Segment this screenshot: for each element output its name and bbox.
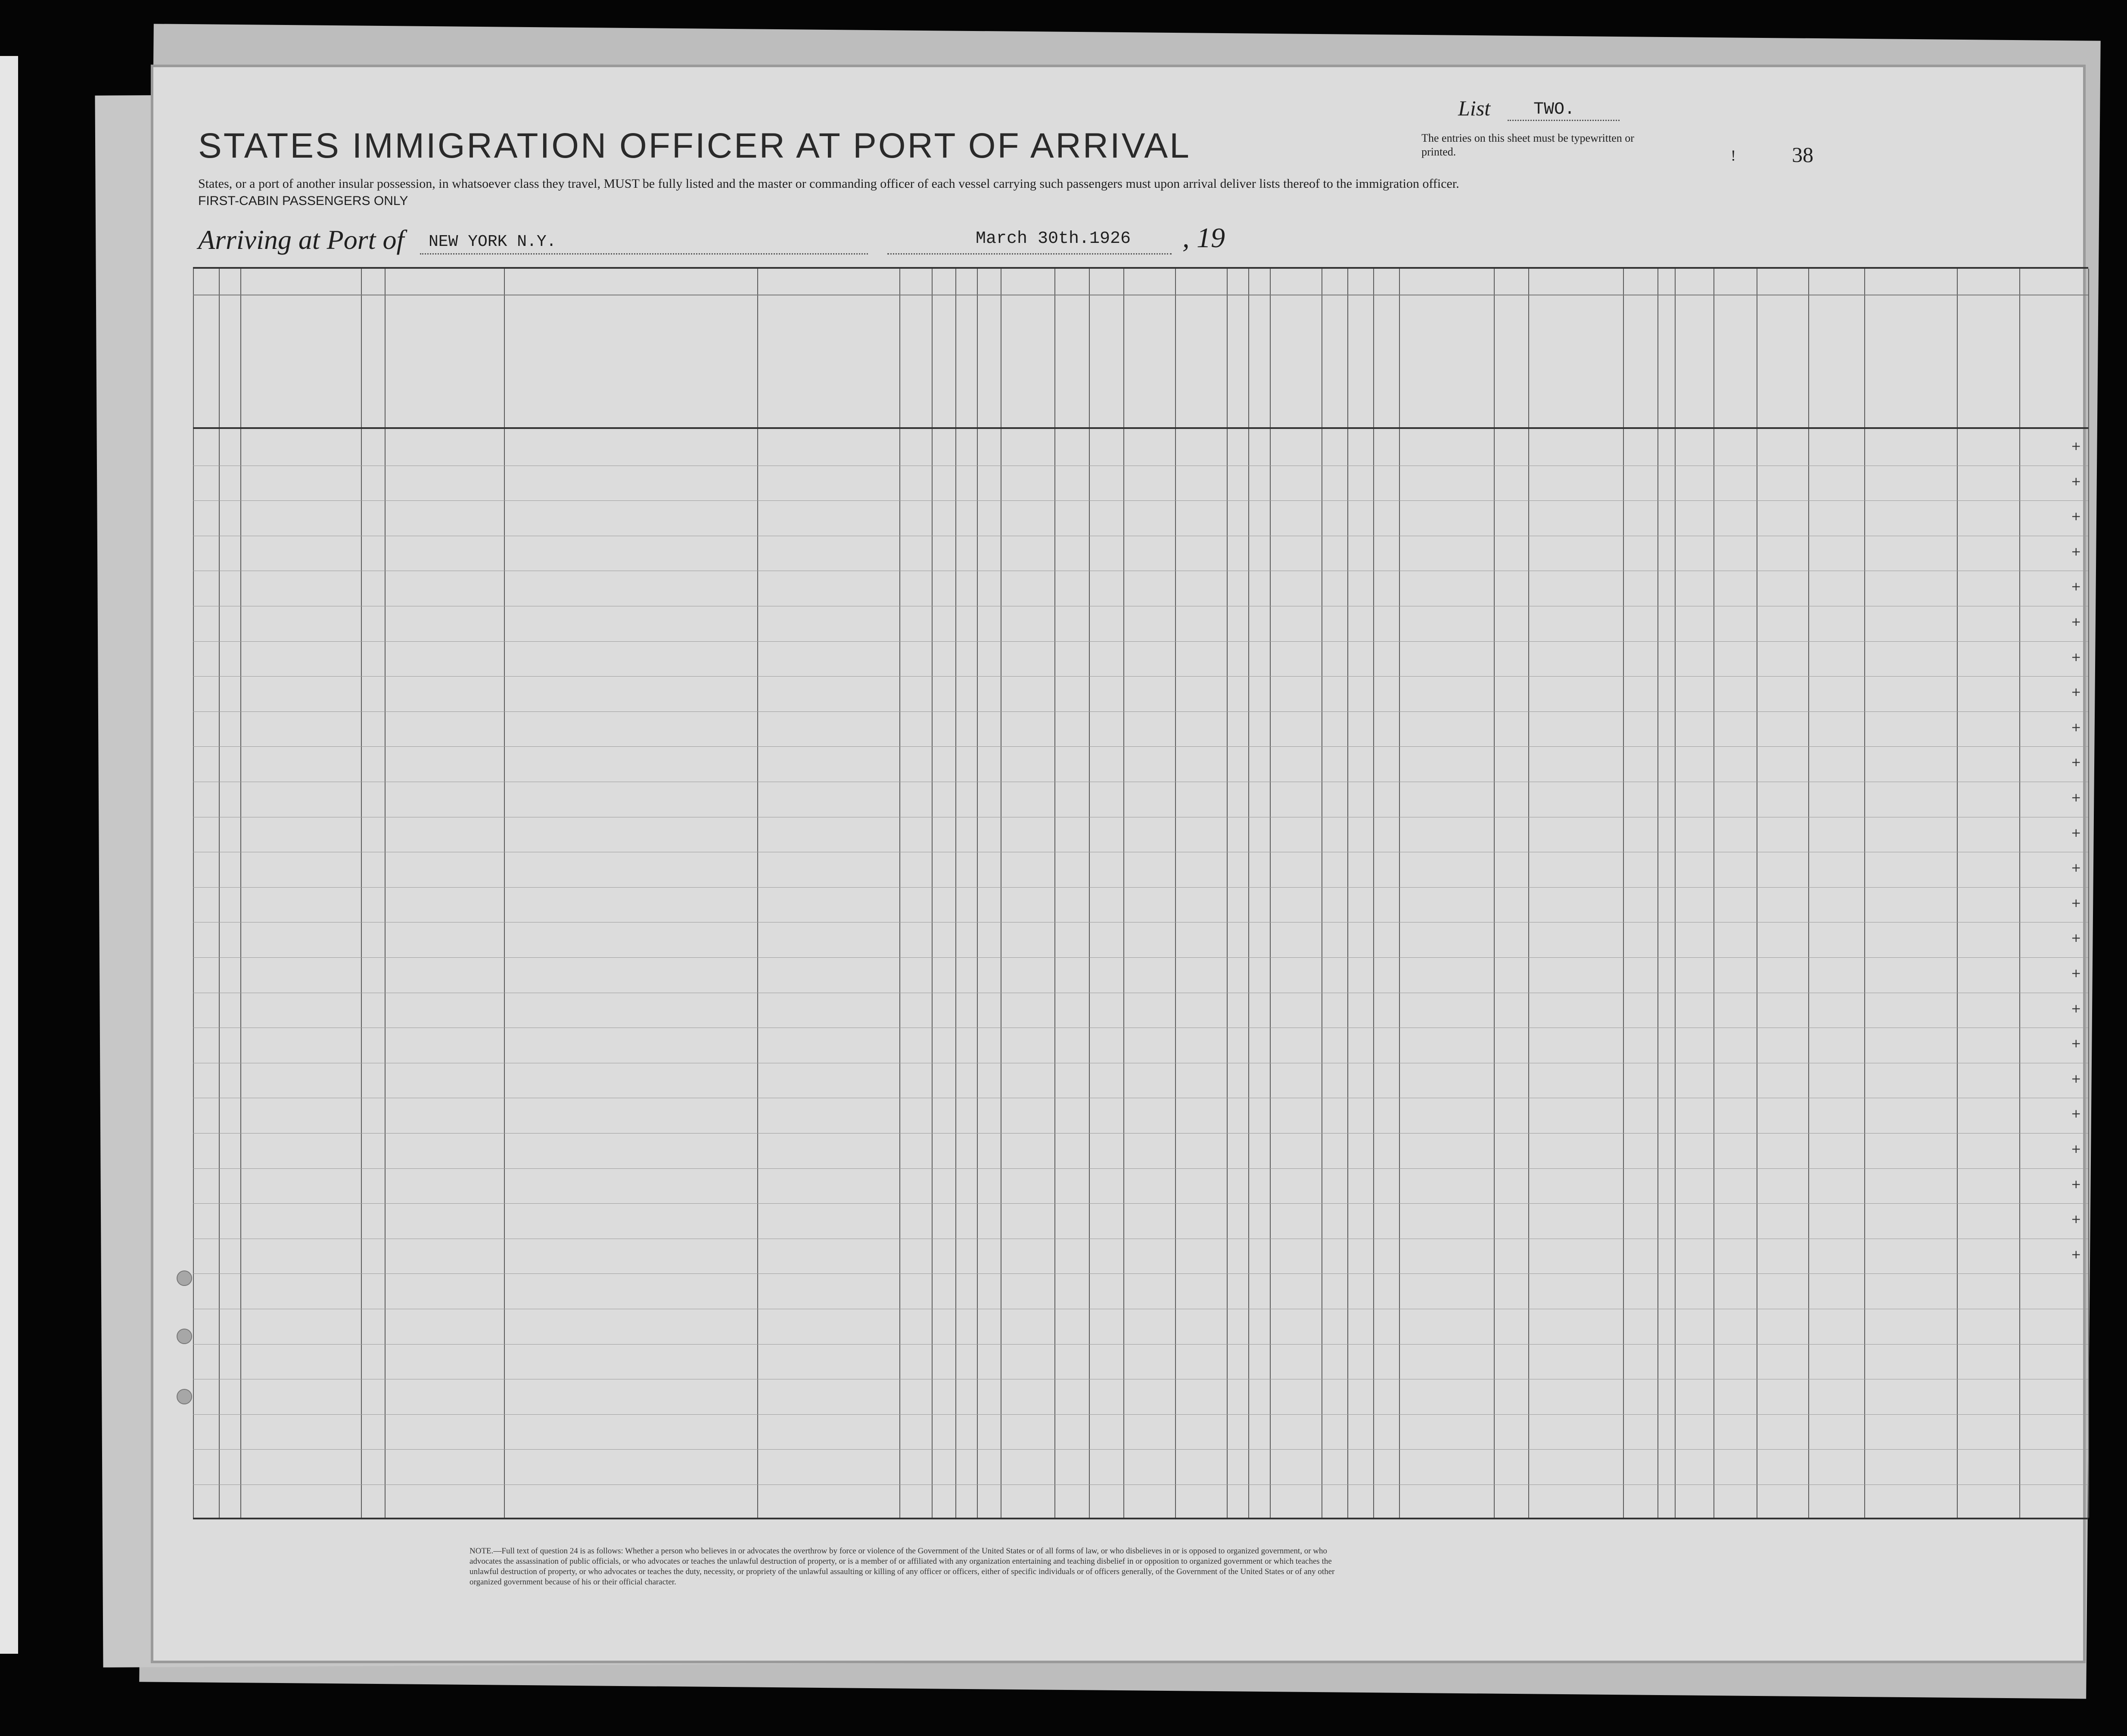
column-divider	[899, 269, 900, 1518]
tally-mark: +	[2071, 1212, 2081, 1227]
entries-note: The entries on this sheet must be typewritten or printed.	[1421, 132, 1634, 158]
tally-mark: +	[2071, 1106, 2081, 1121]
date-underline	[887, 253, 1172, 255]
column-divider	[1713, 269, 1714, 1518]
row-divider	[193, 1168, 2088, 1169]
port-underline	[420, 253, 868, 255]
tally-mark: +	[2071, 860, 2081, 875]
tally-mark: +	[2071, 825, 2081, 840]
binder-hole	[177, 1329, 192, 1344]
column-divider	[1657, 269, 1658, 1518]
column-divider	[219, 269, 220, 1518]
page-number: 38	[1792, 143, 1813, 167]
column-divider	[361, 269, 362, 1518]
row-divider	[193, 1484, 2088, 1485]
column-divider	[1248, 269, 1249, 1518]
tally-mark: +	[2071, 966, 2081, 980]
column-divider	[1347, 269, 1348, 1518]
row-divider	[193, 711, 2088, 712]
column-divider	[385, 269, 386, 1518]
tally-mark: +	[2071, 509, 2081, 524]
row-divider	[193, 1133, 2088, 1134]
column-divider	[1089, 269, 1090, 1518]
row-divider	[193, 500, 2088, 501]
tally-mark: +	[2071, 439, 2081, 453]
tally-mark: +	[2071, 931, 2081, 945]
column-divider	[757, 269, 758, 1518]
column-divider	[240, 269, 241, 1518]
column-divider	[977, 269, 978, 1518]
footnote: NOTE.—Full text of question 24 is as follows: Whether a person who believes in or advocates the overthrow by force or violence of the Government of the United States or of all forms of law, or who disbelieves in or is opposed to organized government, or who advocates the assassination of public officials, or who advocates or teaches the unlawful destruction of property, or is a member of or affiliated with any organization entertaining and teaching disbelief in or opposition to organized government or which teaches the unlawful destruction of property, or who advocates or teaches the duty, necessity, or propriety of the unlawful assaulting or killing of any officer or officers, either of specific individuals or of officers generally, of the Government of the United States or of any other organized government because of his or their official character.	[470, 1547, 1335, 1587]
row-divider	[193, 676, 2088, 677]
binder-hole	[177, 1270, 192, 1286]
column-divider	[1957, 269, 1958, 1518]
column-divider	[1528, 269, 1529, 1518]
column-divider	[193, 269, 194, 1518]
tally-mark: +	[2071, 755, 2081, 770]
header-divider	[193, 427, 2088, 429]
tally-mark: +	[2071, 615, 2081, 629]
tally-mark: +	[2071, 649, 2081, 664]
tally-mark: +	[2071, 1247, 2081, 1261]
column-divider	[1227, 269, 1228, 1518]
tally-mark: +	[2071, 544, 2081, 559]
list-number: TWO.	[1533, 100, 1575, 119]
column-divider	[2088, 269, 2089, 1518]
column-divider	[932, 269, 933, 1518]
column-divider	[1175, 269, 1176, 1518]
instructions-text: States, or a port of another insular possession, in whatsoever class they travel, MUST be fully listed and the master or commanding officer of each vessel carrying such passengers must upon arrival deliver lists thereof to the immigration officer.	[198, 177, 1459, 191]
row-divider	[193, 1273, 2088, 1274]
tally-mark: +	[2071, 1142, 2081, 1156]
tally-mark: +	[2071, 1071, 2081, 1086]
arrival-date: March 30th.1926	[976, 229, 1131, 248]
row-divider	[193, 957, 2088, 958]
column-divider	[1399, 269, 1400, 1518]
column-divider	[955, 269, 956, 1518]
column-divider	[1373, 269, 1374, 1518]
first-cabin-label: FIRST-CABIN PASSENGERS ONLY	[198, 194, 408, 208]
list-label: List	[1458, 96, 1491, 120]
list-underline	[1508, 120, 1620, 121]
passenger-table	[193, 267, 2088, 1519]
tally-mark: +	[2071, 1036, 2081, 1051]
row-divider	[193, 1344, 2088, 1345]
row-divider	[193, 746, 2088, 747]
column-divider	[1054, 269, 1055, 1518]
tally-mark: +	[2071, 474, 2081, 488]
row-divider	[193, 1414, 2088, 1415]
tally-mark: +	[2071, 720, 2081, 734]
row-divider	[193, 1203, 2088, 1204]
tally-mark: +	[2071, 1177, 2081, 1191]
tally-mark: +	[2071, 685, 2081, 699]
tally-mark: +	[2071, 1001, 2081, 1016]
page-tick: !	[1731, 147, 1736, 164]
tally-mark: +	[2071, 895, 2081, 910]
tally-mark: +	[2071, 790, 2081, 804]
binder-hole	[177, 1389, 192, 1404]
column-divider	[2019, 269, 2020, 1518]
row-divider	[193, 887, 2088, 888]
column-divider	[1864, 269, 1865, 1518]
column-divider	[1494, 269, 1495, 1518]
column-divider	[504, 269, 505, 1518]
column-divider	[1675, 269, 1676, 1518]
year-label: , 19	[1182, 222, 1225, 254]
row-divider	[193, 1449, 2088, 1450]
adjacent-page-edge	[0, 56, 18, 1654]
row-divider	[193, 641, 2088, 642]
column-divider	[1270, 269, 1271, 1518]
page-title: STATES IMMIGRATION OFFICER AT PORT OF ARRIVAL	[198, 126, 1191, 165]
column-divider	[1623, 269, 1624, 1518]
arriving-label: Arriving at Port of	[198, 224, 404, 255]
tally-mark: +	[2071, 579, 2081, 594]
column-divider	[1808, 269, 1809, 1518]
column-divider	[1123, 269, 1124, 1518]
port-name: NEW YORK N.Y.	[429, 233, 557, 251]
